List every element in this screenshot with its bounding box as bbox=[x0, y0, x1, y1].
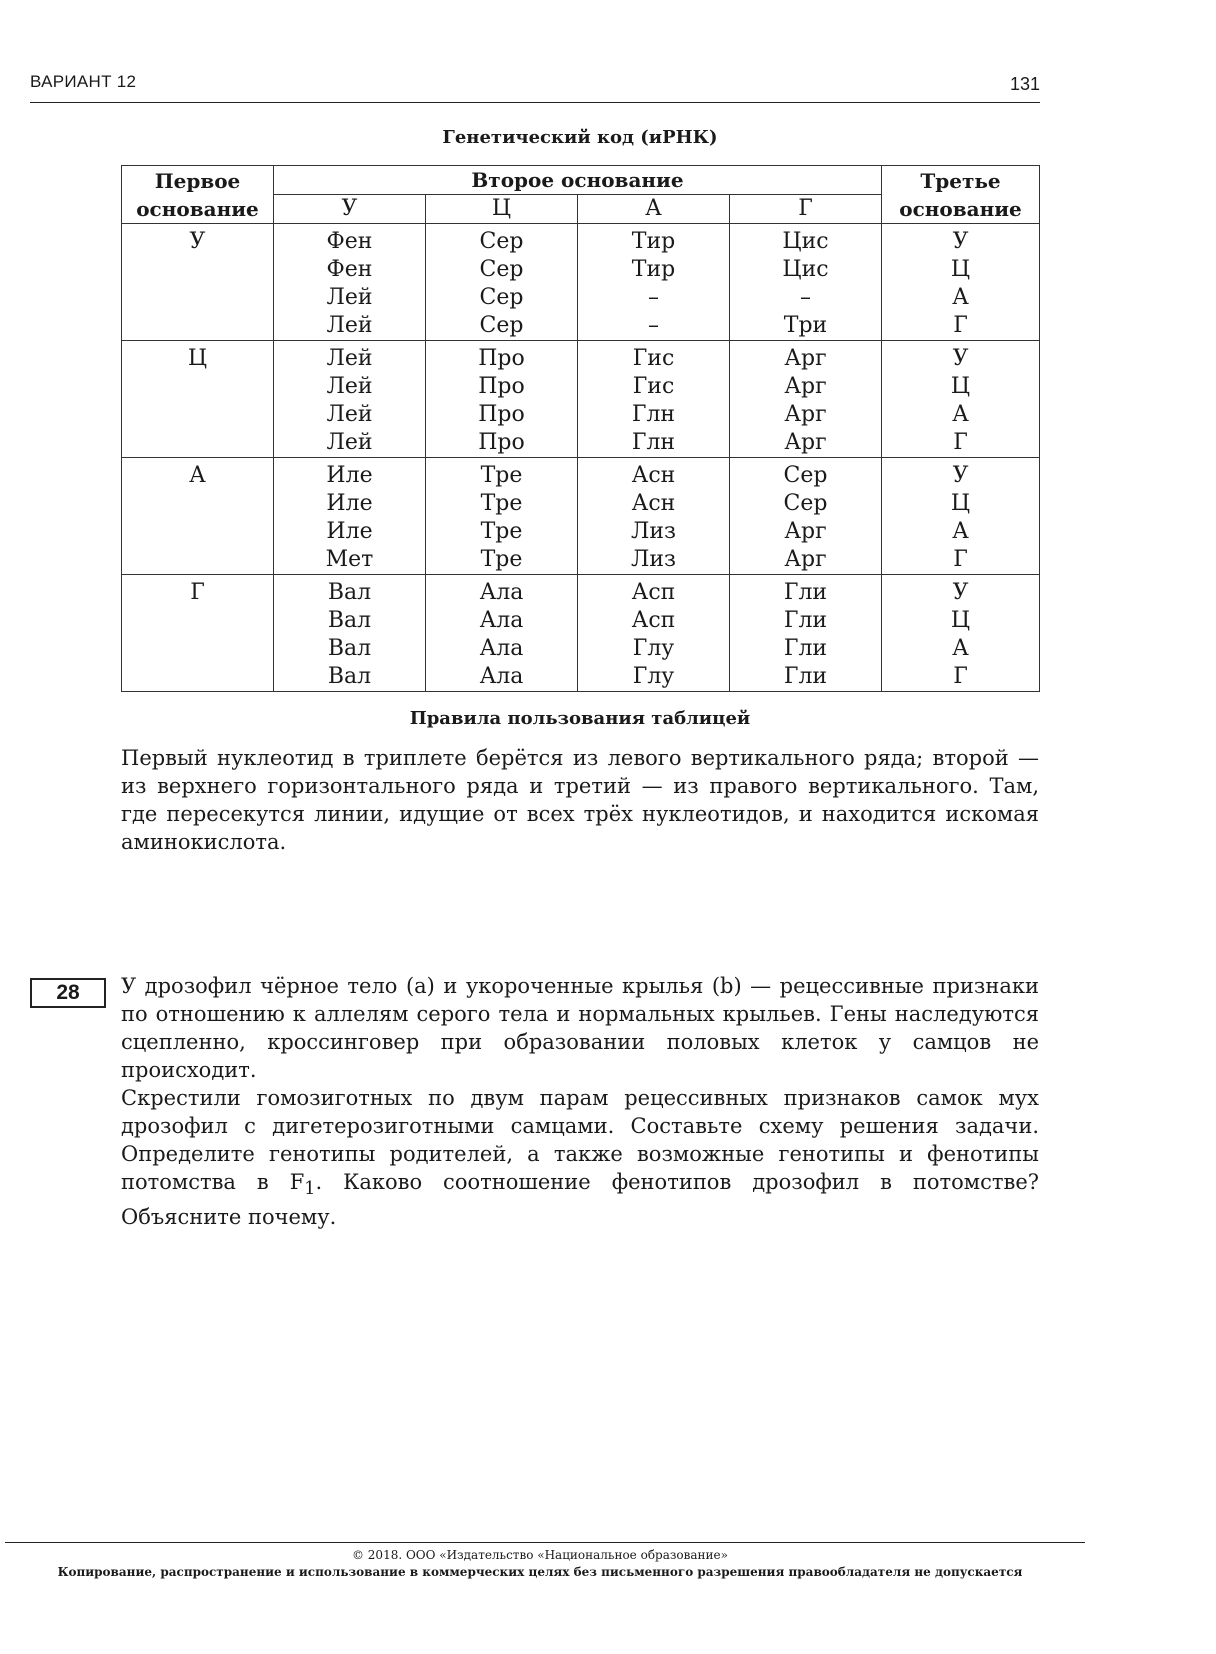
amino-acid: Глн bbox=[631, 402, 676, 427]
amino-acid-cell bbox=[578, 341, 730, 458]
amino-acid: Асп bbox=[631, 580, 676, 605]
amino-acid: Иле bbox=[326, 463, 373, 488]
third-base-cell bbox=[882, 224, 1040, 341]
amino-acid-cell bbox=[730, 458, 882, 575]
task-paragraph-2-start: Скрестили гомозиготных по двум парам рецессивных признаков самок мух дрозофил с дигетерозиготными самцами. Составьте схему решения задачи. Определите генотипы родителей, а также возможные генотипы и фенотипы потомства в F bbox=[121, 1086, 1039, 1194]
task-paragraph-2 bbox=[121, 1084, 1039, 1231]
amino-acid: Глу bbox=[632, 664, 675, 689]
first-base-header-line1: Первое bbox=[154, 168, 241, 193]
amino-acid: Глн bbox=[631, 430, 676, 455]
amino-acid: Тре bbox=[480, 547, 523, 572]
genetic-code-table bbox=[121, 165, 1040, 692]
variant-label: ВАРИАНТ 12 bbox=[30, 72, 137, 91]
third-base-value: Ц bbox=[950, 374, 971, 399]
rules-title: Правила пользования таблицей bbox=[409, 708, 751, 729]
third-base-value: А bbox=[952, 636, 969, 661]
amino-acid: Про bbox=[478, 374, 525, 399]
rules-text: Первый нуклеотид в триплете берётся из левого вертикального ряда; второй — из верхнего горизонтального ряда и третий — из правого вертикального. Там, где пересекутся линии, идущие от всех трёх нуклеотидов, и находится искомая аминокислота. bbox=[121, 746, 1039, 854]
amino-acid-cell bbox=[426, 575, 578, 692]
third-base-header bbox=[882, 166, 1040, 224]
table-body bbox=[122, 224, 1040, 692]
amino-acid-cell bbox=[730, 341, 882, 458]
first-base-cell bbox=[122, 575, 274, 692]
amino-acid: Гис bbox=[632, 346, 675, 371]
page-header bbox=[30, 70, 1040, 103]
amino-acid-cell bbox=[274, 341, 426, 458]
task-subscript: 1 bbox=[304, 1179, 316, 1200]
amino-acid: – bbox=[800, 285, 811, 310]
second-base-c: Ц bbox=[426, 195, 578, 224]
amino-acid: Сер bbox=[783, 491, 828, 516]
amino-acid: Асн bbox=[631, 491, 676, 516]
amino-acid: Ала bbox=[479, 608, 524, 633]
amino-acid: Лиз bbox=[630, 547, 677, 572]
third-base-value: У bbox=[952, 580, 969, 605]
amino-acid-cell bbox=[578, 575, 730, 692]
third-base-header-line2: основание bbox=[899, 196, 1022, 221]
amino-acid: Арг bbox=[784, 519, 827, 544]
amino-acid: Вал bbox=[327, 636, 372, 661]
third-base-cell bbox=[882, 341, 1040, 458]
amino-acid: Сер bbox=[479, 257, 524, 282]
amino-acid: Тре bbox=[480, 519, 523, 544]
third-base-value: А bbox=[952, 402, 969, 427]
amino-acid: Арг bbox=[784, 402, 827, 427]
third-base-value: У bbox=[952, 229, 969, 254]
third-base-value: А bbox=[952, 285, 969, 310]
amino-acid: Сер bbox=[479, 285, 524, 310]
amino-acid: Лей bbox=[326, 346, 373, 371]
first-base-cell bbox=[122, 224, 274, 341]
amino-acid: Сер bbox=[783, 463, 828, 488]
amino-acid: Про bbox=[478, 430, 525, 455]
first-base-value: Ц bbox=[187, 346, 208, 371]
amino-acid-cell bbox=[730, 224, 882, 341]
amino-acid: Лей bbox=[326, 285, 373, 310]
amino-acid-cell bbox=[274, 575, 426, 692]
page-number: 131 bbox=[1009, 74, 1040, 94]
second-base-g: Г bbox=[730, 195, 882, 224]
amino-acid: Гис bbox=[632, 374, 675, 399]
amino-acid: Асн bbox=[631, 463, 676, 488]
amino-acid: Лей bbox=[326, 313, 373, 338]
amino-acid: Гли bbox=[783, 664, 828, 689]
amino-acid-cell bbox=[426, 458, 578, 575]
third-base-value: Г bbox=[953, 664, 968, 689]
second-base-a: А bbox=[578, 195, 730, 224]
amino-acid: Тир bbox=[631, 257, 676, 282]
amino-acid: – bbox=[648, 313, 659, 338]
amino-acid: Тре bbox=[480, 491, 523, 516]
amino-acid: Цис bbox=[782, 257, 829, 282]
amino-acid: Мет bbox=[325, 547, 374, 572]
amino-acid: Три bbox=[783, 313, 828, 338]
amino-acid: – bbox=[648, 285, 659, 310]
amino-acid: Фен bbox=[326, 257, 373, 282]
amino-acid: Ала bbox=[479, 636, 524, 661]
first-base-cell bbox=[122, 458, 274, 575]
amino-acid: Про bbox=[478, 346, 525, 371]
table-title: Генетический код (иРНК) bbox=[442, 127, 718, 148]
third-base-value: Ц bbox=[950, 257, 971, 282]
amino-acid: Тир bbox=[631, 229, 676, 254]
amino-acid: Гли bbox=[783, 580, 828, 605]
amino-acid-cell bbox=[578, 224, 730, 341]
amino-acid: Гли bbox=[783, 608, 828, 633]
third-base-value: Ц bbox=[950, 608, 971, 633]
codon-group-row bbox=[122, 224, 1040, 341]
codon-group-row bbox=[122, 575, 1040, 692]
amino-acid-cell bbox=[578, 458, 730, 575]
third-base-value: А bbox=[952, 519, 969, 544]
amino-acid-cell bbox=[426, 224, 578, 341]
amino-acid: Арг bbox=[784, 346, 827, 371]
amino-acid: Арг bbox=[784, 547, 827, 572]
amino-acid: Сер bbox=[479, 229, 524, 254]
third-base-header-line1: Третье bbox=[920, 168, 1001, 193]
amino-acid: Ала bbox=[479, 664, 524, 689]
amino-acid-cell bbox=[730, 575, 882, 692]
first-base-value: У bbox=[189, 229, 206, 254]
second-base-header: Второе основание bbox=[274, 166, 882, 195]
amino-acid: Вал bbox=[327, 580, 372, 605]
codon-group-row bbox=[122, 341, 1040, 458]
amino-acid: Гли bbox=[783, 636, 828, 661]
amino-acid: Иле bbox=[326, 491, 373, 516]
task-text bbox=[121, 972, 1039, 1231]
third-base-value: Г bbox=[953, 547, 968, 572]
amino-acid: Иле bbox=[326, 519, 373, 544]
third-base-cell bbox=[882, 575, 1040, 692]
amino-acid: Арг bbox=[784, 374, 827, 399]
amino-acid: Вал bbox=[327, 664, 372, 689]
first-base-cell bbox=[122, 341, 274, 458]
amino-acid: Ала bbox=[479, 580, 524, 605]
codon-group-row bbox=[122, 458, 1040, 575]
amino-acid: Лей bbox=[326, 374, 373, 399]
amino-acid: Сер bbox=[479, 313, 524, 338]
third-base-value: У bbox=[952, 346, 969, 371]
amino-acid-cell bbox=[274, 458, 426, 575]
amino-acid: Фен bbox=[326, 229, 373, 254]
first-base-value: А bbox=[189, 463, 206, 488]
footer-divider bbox=[5, 1542, 1085, 1543]
footer-notice: Копирование, распространение и использование в коммерческих целях без письменного разрешения правообладателя не допускается bbox=[57, 1565, 1023, 1579]
third-base-cell bbox=[882, 458, 1040, 575]
task-number: 28 bbox=[30, 978, 106, 1008]
third-base-value: Г bbox=[953, 313, 968, 338]
task-paragraph-2-end: . Каково соотношение фенотипов дрозофил в потомстве? Объясните почему. bbox=[121, 1170, 1040, 1230]
third-base-value: Г bbox=[953, 430, 968, 455]
amino-acid-cell bbox=[426, 341, 578, 458]
amino-acid: Цис bbox=[782, 229, 829, 254]
amino-acid-cell bbox=[274, 224, 426, 341]
amino-acid: Вал bbox=[327, 608, 372, 633]
third-base-value: Ц bbox=[950, 491, 971, 516]
first-base-header-line2: основание bbox=[136, 196, 259, 221]
amino-acid: Арг bbox=[784, 430, 827, 455]
footer-copyright: © 2018. ООО «Издательство «Национальное образование» bbox=[351, 1548, 728, 1562]
third-base-value: У bbox=[952, 463, 969, 488]
amino-acid: Лей bbox=[326, 402, 373, 427]
second-base-u: У bbox=[274, 195, 426, 224]
amino-acid: Асп bbox=[631, 608, 676, 633]
amino-acid: Про bbox=[478, 402, 525, 427]
amino-acid: Глу bbox=[632, 636, 675, 661]
first-base-value: Г bbox=[190, 580, 205, 605]
task-paragraph-1: У дрозофил чёрное тело (а) и укороченные крылья (b) — рецессивные признаки по отношению к аллелям серого тела и нормальных крыльев. Гены наследуются сцепленно, кроссинговер при образовании половых клеток у самцов не происходит. bbox=[121, 974, 1039, 1082]
first-base-header bbox=[122, 166, 274, 224]
amino-acid: Тре bbox=[480, 463, 523, 488]
amino-acid: Лей bbox=[326, 430, 373, 455]
amino-acid: Лиз bbox=[630, 519, 677, 544]
